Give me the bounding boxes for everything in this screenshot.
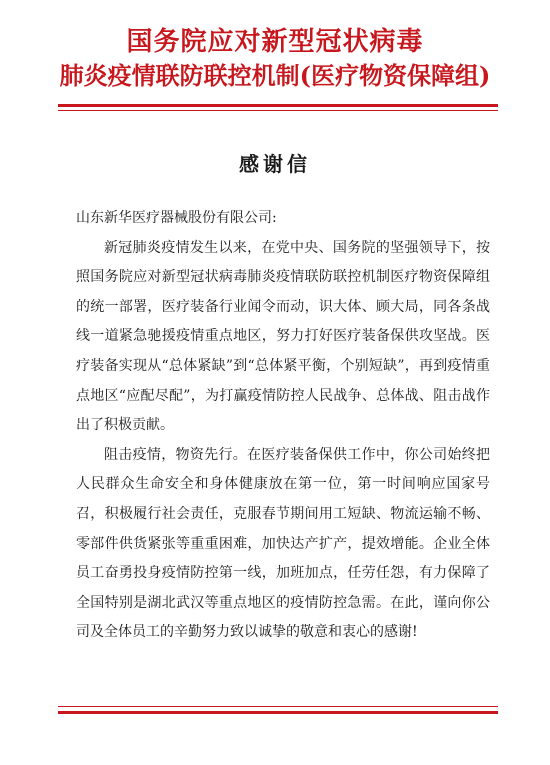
letter-paragraph-1: 新冠肺炎疫情发生以来，在党中央、国务院的坚强领导下，按照国务院应对新型冠状病毒肺炎疫情联防联控机制医疗物资保障组的统一部署，医疗装备行业闻令而动，识大体、顾大局，同各条战线一道紧急驰援疫情重点地区，努力打好医疗装备保供攻坚战。医疗装备实现从“总体紧缺”到“总体紧平衡，个别短缺”，再到疫情重点地区“应配尽配”，为打赢疫情防控人民战争、总体战、阻击战作出了积极贡献。 <box>76 239 490 434</box>
issuer-name-line-2: 肺炎疫情联防联控机制(医疗物资保障组) <box>59 61 491 90</box>
footer-divider-thick <box>58 711 498 714</box>
salutation: 山东新华医疗器械股份有限公司: <box>76 210 277 226</box>
header-divider-thin <box>58 110 498 111</box>
issuer-header <box>0 26 550 92</box>
footer-divider-thin <box>58 706 498 707</box>
issuer-name-line-1: 国务院应对新型冠状病毒 <box>126 27 424 57</box>
letter-title: 感谢信 <box>239 152 311 176</box>
letter-body <box>76 204 490 648</box>
letter-paragraph-2: 阻击疫情，物资先行。在医疗装备保供工作中，你公司始终把人民群众生命安全和身体健康放在第一位，第一时间响应国家号召，积极履行社会责任，克服春节期间用工短缺、物流运输不畅、零部件供货紧张等重重困难，加快达产扩产，提效增能。企业全体员工奋勇投身疫情防控第一线，加班加点，任劳任怨，有力保障了全国特别是湖北武汉等重点地区的疫情防控急需。在此，谨向你公司及全体员工的辛勤努力致以诚挚的敬意和衷心的感谢! <box>76 446 490 641</box>
header-divider-thick <box>58 104 498 107</box>
